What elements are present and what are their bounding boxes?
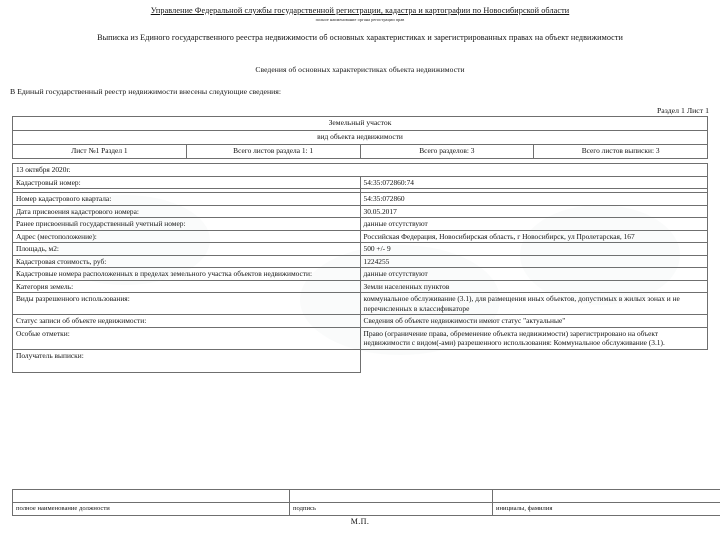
organization-subtitle: полное наименование органа регистрации прав bbox=[0, 16, 720, 23]
sheet-section-cell: Лист №1 Раздел 1 bbox=[13, 145, 187, 159]
signature-caption-row bbox=[13, 503, 720, 516]
row-value: Российская Федерация, Новосибирская область, г Новосибирск, ул Пролетарская, 167 bbox=[360, 230, 708, 243]
table-row bbox=[13, 218, 708, 231]
object-kind-caption-cell: вид объекта недвижимости bbox=[13, 131, 708, 145]
table-row bbox=[13, 255, 708, 268]
signature-name-field[interactable] bbox=[493, 490, 720, 503]
caption-name: инициалы, фамилия bbox=[493, 503, 720, 516]
row-label: Номер кадастрового квартала: bbox=[13, 193, 361, 206]
caption-position: полное наименование должности bbox=[13, 503, 290, 516]
table-row bbox=[13, 230, 708, 243]
organization-title: Управление Федеральной службы государственной регистрации, кадастра и картографии по Новосибирской области bbox=[0, 5, 720, 16]
signature-table bbox=[12, 489, 720, 516]
row-value: 500 +/- 9 bbox=[360, 243, 708, 256]
row-label: Площадь, м2: bbox=[13, 243, 361, 256]
total-sections-cell: Всего разделов: 3 bbox=[360, 145, 534, 159]
row-value: Сведения об объекте недвижимости имеют статус "актуальные" bbox=[360, 315, 708, 328]
document-page bbox=[0, 5, 720, 535]
row-label: Ранее присвоенный государственный учетный номер: bbox=[13, 218, 361, 231]
table-row bbox=[13, 293, 708, 315]
document-title: Выписка из Единого государственного реестра недвижимости об основных характеристиках и зарегистрированных правах на объект недвижимости bbox=[0, 32, 720, 43]
caption-signature: подпись bbox=[290, 503, 493, 516]
table-row bbox=[13, 243, 708, 256]
table-row bbox=[13, 176, 708, 189]
row-label: Виды разрешенного использования: bbox=[13, 293, 361, 315]
row-value: Земли населенных пунктов bbox=[360, 280, 708, 293]
section-title: Сведения об основных характеристиках объекта недвижимости bbox=[0, 64, 720, 75]
table-row bbox=[13, 327, 708, 349]
sheet-reference: Раздел 1 Лист 1 bbox=[0, 105, 720, 116]
row-label: Дата присвоения кадастрового номера: bbox=[13, 205, 361, 218]
row-label: Особые отметки: bbox=[13, 327, 361, 349]
row-value: 30.05.2017 bbox=[360, 205, 708, 218]
object-kind-cell: Земельный участок bbox=[13, 117, 708, 131]
row-value: Право (ограничение права, обременение объекта недвижимости) зарегистрировано на объект недвижимости с видом(-ами) разрешенного использования: Коммунальное обслуживание (3.1). bbox=[360, 327, 708, 349]
table-row bbox=[13, 315, 708, 328]
table-row bbox=[13, 131, 708, 145]
table-row-recipient bbox=[13, 349, 708, 372]
table-row bbox=[13, 205, 708, 218]
row-value: 54:35:072860:74 bbox=[360, 176, 708, 189]
row-value: данные отсутствуют bbox=[360, 218, 708, 231]
recipient-label: Получатель выписки: bbox=[13, 349, 361, 372]
date-cell: 13 октября 2020г. bbox=[13, 164, 708, 177]
signature-mark-field[interactable] bbox=[290, 490, 493, 503]
recipient-value bbox=[360, 349, 708, 372]
table-row bbox=[13, 117, 708, 131]
row-value: коммунальное обслуживание (3.1), для размещения иных объектов, допустимых в жилых зонах и не перечисленных в классификаторе bbox=[360, 293, 708, 315]
signature-row bbox=[13, 490, 720, 503]
row-label: Статус записи об объекте недвижимости: bbox=[13, 315, 361, 328]
row-label: Кадастровая стоимость, руб: bbox=[13, 255, 361, 268]
main-info-table bbox=[12, 163, 708, 373]
summary-table bbox=[12, 116, 708, 159]
table-row bbox=[13, 268, 708, 281]
sheets-in-section-cell: Всего листов раздела 1: 1 bbox=[186, 145, 360, 159]
row-label: Категория земель: bbox=[13, 280, 361, 293]
row-label: Кадастровые номера расположенных в пределах земельного участка объектов недвижимости: bbox=[13, 268, 361, 281]
row-label: Адрес (местоположение): bbox=[13, 230, 361, 243]
stamp-placeholder: М.П. bbox=[0, 517, 720, 526]
row-value: 1224255 bbox=[360, 255, 708, 268]
total-sheets-cell: Всего листов выписки: 3 bbox=[534, 145, 708, 159]
row-value: данные отсутствуют bbox=[360, 268, 708, 281]
signature-position-field[interactable] bbox=[13, 490, 290, 503]
table-row bbox=[13, 280, 708, 293]
row-value: 54:35:072860 bbox=[360, 193, 708, 206]
table-row bbox=[13, 145, 708, 159]
table-row-date bbox=[13, 164, 708, 177]
table-row bbox=[13, 193, 708, 206]
lead-paragraph: В Единый государственный реестр недвижимости внесены следующие сведения: bbox=[0, 86, 720, 97]
row-label: Кадастровый номер: bbox=[13, 176, 361, 189]
